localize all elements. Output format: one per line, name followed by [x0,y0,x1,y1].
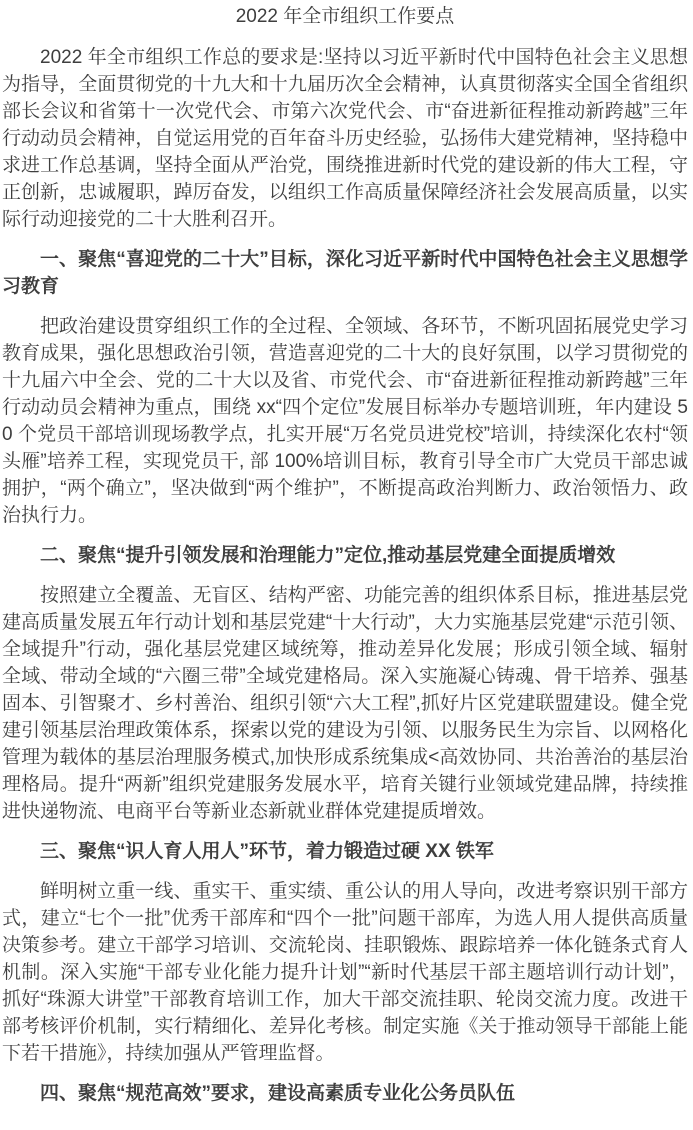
section-heading-1: 一、聚焦“喜迎党的二十大”目标，深化习近平新时代中国特色社会主义思想学习教育 [2,249,688,297]
section-heading-2: 二、聚焦“提升引领发展和治理能力”定位,推动基层党建全面提质增效 [40,545,616,566]
page-title: 2022 年全市组织工作要点 [235,6,455,27]
section-heading-4: 四、聚焦“规范高效”要求，建设高素质专业化公务员队伍 [40,1083,516,1104]
paragraph-section-2: 按照建立全覆盖、无盲区、结构严密、功能完善的组织体系目标，推进基层党建高质量发展五年行动计划和基层党建“十大行动”，大力实施基层党建“示范引领、全域提升”行动，强化基层党建区域统筹，推动差异化发展；形成引领全域、辐射全域、带动全域的“六圈三带”全域党建格局。深入实施凝心铸魂、骨干培养、强基固本、引智聚才、乡村善治、组织引领“六大工程”,抓好片区党建联盟建设。健全党建引领基层治理政策体系，探索以党的建设为引领、以服务民生为宗旨、以网格化管理为载体的基层治理服务模式,加快形成系统集成<高效协同、共治善治的基层治理格局。提升“两新”组织党建服务发展水平，培育关键行业领域党建品牌，持续推进快递物流、电商平台等新业态新就业群体党建提质增效。 [2,585,688,822]
paragraph-section-1: 把政治建设贯穿组织工作的全过程、全领域、各环节，不断巩固拓展党史学习教育成果，强化思想政治引领，营造喜迎党的二十大的良好氛围，以学习贯彻党的十九届六中全会、党的二十大以及省、市党代会、市“奋进新征程推动新跨越”三年行动动员会精神为重点，围绕 xx“四个定位”发展目标举办专题培训班，年内建设 50 个党员干部培训现场教学点，扎实开展“万名党员进党校”培训，持续深化农村“领头雁”培养工程，实现党员干, 部 100%培训目标，教育引导全市广大党员干部忠诚拥护，“两个确立”，坚决做到“两个维护”，不断提高政治判断力、政治领悟力、政治执行力。 [2,316,688,526]
paragraph-overview: 2022 年全市组织工作总的要求是:坚持以习近平新时代中国特色社会主义思想为指导，全面贯彻党的十九大和十九届历次全会精神，认真贯彻落实全国全省组织部长会议和省第十一次党代会、市第六次党代会、市“奋进新征程推动新跨越”三年行动动员会精神，自觉运用党的百年奋斗历史经验，弘扬伟大建党精神，坚持稳中求进工作总基调，坚持全面从严治党，围绕推进新时代党的建设新的伟大工程，守正创新，忠诚履职，踔厉奋发，以组织工作高质量保障经济社会发展高质量，以实际行动迎接党的二十大胜利召开。 [2,47,688,230]
section-heading-3: 三、聚焦“识人育人用人”环节，着力锻造过硬 XX 铁军 [40,841,494,862]
paragraph-section-3: 鲜明树立重一线、重实干、重实绩、重公认的用人导向，改进考察识别干部方式，建立“七个一批”优秀干部库和“四个一批”问题干部库，为选人用人提供高质量决策参考。建立干部学习培训、交流轮岗、挂职锻炼、跟踪培养一体化链条式育人机制。深入实施“干部专业化能力提升计划”“新时代基层干部主题培训行动计划”，抓好“珠源大讲堂”干部教育培训工作，加大干部交流挂职、轮岗交流力度。改进干部考核评价机制，实行精细化、差异化考核。制定实施《关于推动领导干部能上能下若干措施》，持续加强从严管理监督。 [2,881,688,1064]
